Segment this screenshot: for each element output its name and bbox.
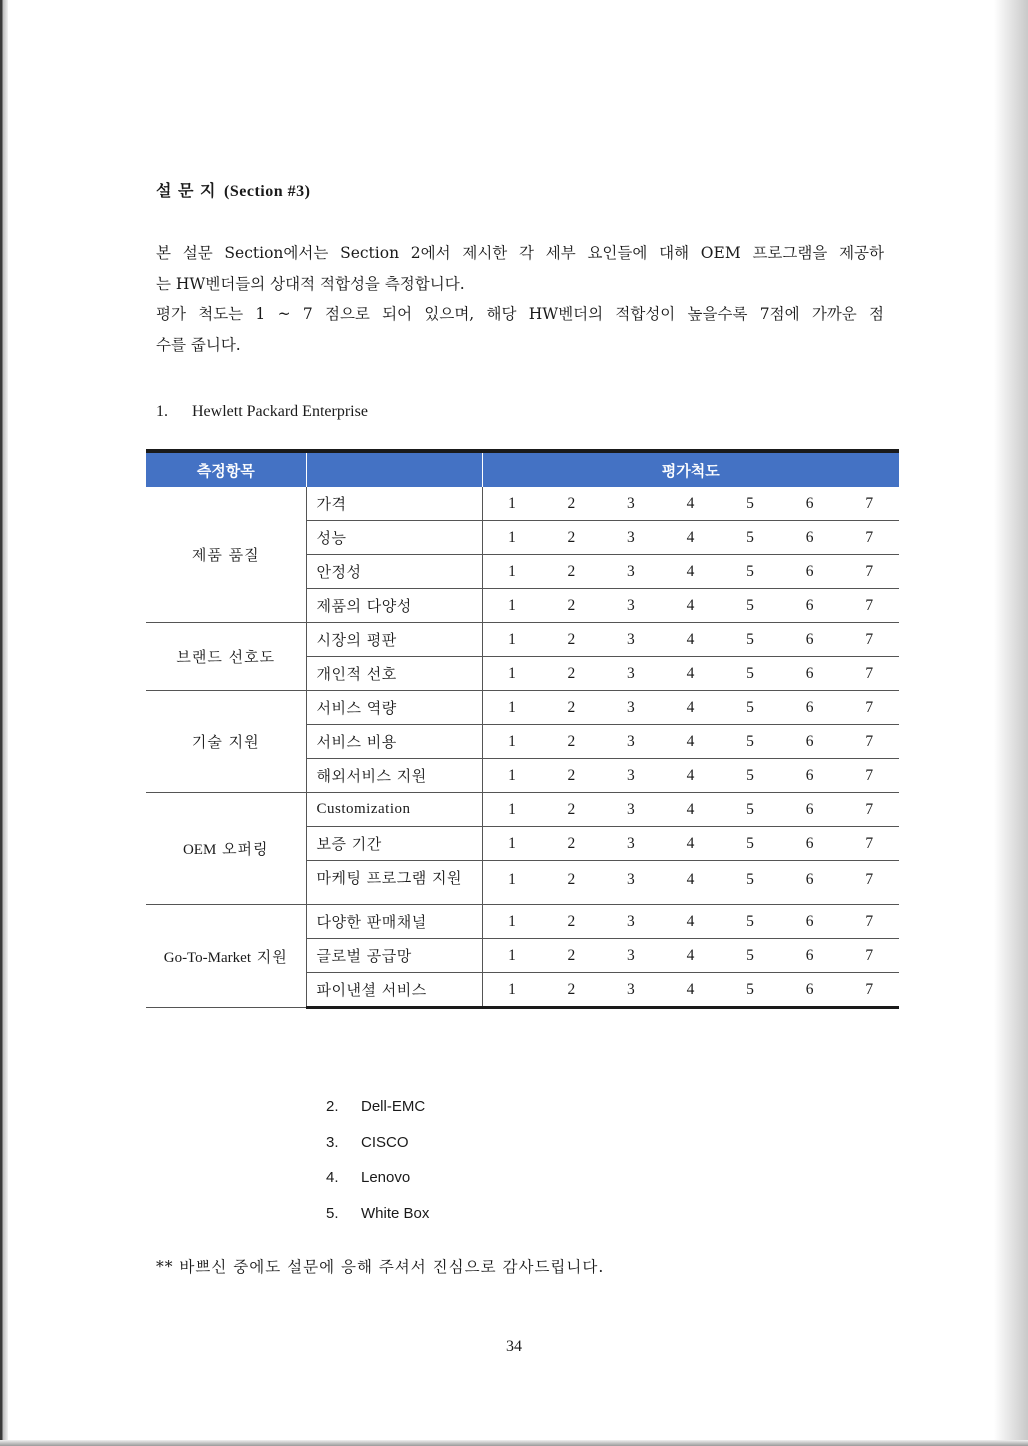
category-cell: [146, 793, 306, 905]
section-title-main: 설 문 지: [156, 181, 217, 200]
page-frame-bottom: [0, 1440, 1028, 1446]
scale-option-7[interactable]: 7: [839, 793, 899, 827]
category-cell: 브랜드 선호도: [146, 623, 306, 691]
rating-table: [146, 449, 899, 1009]
scale-option-3[interactable]: 3: [601, 973, 661, 1008]
table-row: [146, 905, 899, 939]
scale-option-7[interactable]: 7: [839, 861, 899, 905]
scale-option-1[interactable]: 1: [482, 905, 542, 939]
category-label-latin: OEM: [182, 842, 217, 858]
scale-option-2[interactable]: 2: [542, 589, 602, 623]
category-label-korean: 지원: [251, 947, 288, 966]
intro-line: 평가 척도는 1 ~ 7 점으로 되어 있으며, 해당 HW벤더의 적합성이 높을수록 7점에 가까운 점: [156, 305, 884, 323]
scale-option-6[interactable]: 6: [780, 827, 840, 861]
scale-option-4[interactable]: 4: [661, 939, 721, 973]
scale-option-4[interactable]: 4: [661, 657, 721, 691]
thank-you-note: ** 바쁘신 중에도 설문에 응해 주셔서 진심으로 감사드립니다.: [156, 1258, 605, 1276]
scale-option-5[interactable]: 5: [720, 691, 780, 725]
scale-option-5[interactable]: 5: [720, 861, 780, 905]
scale-option-1[interactable]: 1: [482, 487, 542, 521]
scale-option-3[interactable]: 3: [601, 827, 661, 861]
scale-option-6[interactable]: 6: [780, 487, 840, 521]
scale-option-5[interactable]: 5: [720, 759, 780, 793]
scale-option-4[interactable]: 4: [661, 827, 721, 861]
scale-option-2[interactable]: 2: [542, 939, 602, 973]
intro-paragraph: [156, 238, 884, 360]
header-item: [306, 451, 482, 487]
scale-option-4[interactable]: 4: [661, 589, 721, 623]
scale-option-3[interactable]: 3: [601, 589, 661, 623]
list-item: [326, 1098, 429, 1134]
table-row: [146, 487, 899, 521]
item-cell: 가격: [306, 487, 482, 521]
table-header-row: [146, 451, 899, 487]
header-category: 측정항목: [146, 451, 306, 487]
scale-option-3[interactable]: 3: [601, 487, 661, 521]
scale-option-2[interactable]: 2: [542, 623, 602, 657]
item-cell: 제품의 다양성: [306, 589, 482, 623]
scale-option-7[interactable]: 7: [839, 487, 899, 521]
vendor-heading: [156, 403, 368, 421]
scale-option-5[interactable]: 5: [720, 487, 780, 521]
section-title-sub: (Section #3): [224, 183, 311, 200]
scale-option-7[interactable]: 7: [839, 623, 899, 657]
scale-option-6[interactable]: 6: [780, 657, 840, 691]
scale-option-4[interactable]: 4: [661, 973, 721, 1008]
scale-option-3[interactable]: 3: [601, 905, 661, 939]
list-label: Lenovo: [361, 1169, 411, 1186]
scale-option-1[interactable]: 1: [482, 691, 542, 725]
scale-option-5[interactable]: 5: [720, 973, 780, 1008]
scale-option-7[interactable]: 7: [839, 657, 899, 691]
list-item: [326, 1134, 429, 1170]
scale-option-2[interactable]: 2: [542, 691, 602, 725]
item-cell: 시장의 평판: [306, 623, 482, 657]
scale-option-1[interactable]: 1: [482, 793, 542, 827]
scale-option-5[interactable]: 5: [720, 657, 780, 691]
scale-option-7[interactable]: 7: [839, 589, 899, 623]
scale-option-4[interactable]: 4: [661, 759, 721, 793]
item-cell: 개인적 선호: [306, 657, 482, 691]
scale-option-6[interactable]: 6: [780, 759, 840, 793]
scale-option-2[interactable]: 2: [542, 793, 602, 827]
list-number: 5.: [326, 1204, 339, 1222]
scale-option-2[interactable]: 2: [542, 861, 602, 905]
category-label-korean: 오퍼링: [216, 840, 269, 858]
scale-option-2[interactable]: 2: [542, 487, 602, 521]
vendor-name: Hewlett Packard Enterprise: [192, 403, 368, 420]
scale-option-3[interactable]: 3: [601, 555, 661, 589]
scale-option-7[interactable]: 7: [839, 555, 899, 589]
scale-option-4[interactable]: 4: [661, 521, 721, 555]
scale-option-2[interactable]: 2: [542, 521, 602, 555]
scale-option-6[interactable]: 6: [780, 555, 840, 589]
scale-option-6[interactable]: 6: [780, 521, 840, 555]
scale-option-5[interactable]: 5: [720, 623, 780, 657]
table-row: [146, 691, 899, 725]
scale-option-2[interactable]: 2: [542, 905, 602, 939]
scale-option-5[interactable]: 5: [720, 905, 780, 939]
scale-option-5[interactable]: 5: [720, 939, 780, 973]
list-item: [326, 1205, 429, 1241]
item-cell: 파이낸셜 서비스: [306, 973, 482, 1008]
item-cell: Customization: [306, 793, 482, 827]
category-label-latin: Go-To-Market: [163, 949, 251, 966]
scale-option-3[interactable]: 3: [601, 725, 661, 759]
scale-option-1[interactable]: 1: [482, 623, 542, 657]
list-label: CISCO: [361, 1133, 409, 1151]
list-item: [326, 1169, 429, 1205]
list-number: 2.: [326, 1098, 339, 1115]
scale-option-5[interactable]: 5: [720, 521, 780, 555]
item-cell: 해외서비스 지원: [306, 759, 482, 793]
table-row: [146, 623, 899, 657]
item-cell: 서비스 비용: [306, 725, 482, 759]
scale-option-4[interactable]: 4: [661, 725, 721, 759]
scale-option-7[interactable]: 7: [839, 725, 899, 759]
scale-option-3[interactable]: 3: [601, 521, 661, 555]
scale-option-3[interactable]: 3: [601, 861, 661, 905]
item-cell: 글로벌 공급망: [306, 939, 482, 973]
scale-option-4[interactable]: 4: [661, 691, 721, 725]
scale-option-2[interactable]: 2: [542, 555, 602, 589]
list-label: Dell-EMC: [361, 1098, 426, 1115]
scale-option-2[interactable]: 2: [542, 827, 602, 861]
scale-option-7[interactable]: 7: [839, 521, 899, 555]
scale-option-5[interactable]: 5: [720, 793, 780, 827]
list-label: White Box: [361, 1204, 430, 1222]
scale-option-6[interactable]: 6: [780, 861, 840, 905]
intro-line: 본 설문 Section에서는 Section 2에서 제시한 각 세부 요인들에 대해 OEM 프로그램을 제공하: [156, 244, 884, 262]
table-row: [146, 793, 899, 827]
scale-option-7[interactable]: 7: [839, 905, 899, 939]
list-number: 3.: [326, 1133, 339, 1151]
table-body: [146, 487, 899, 1008]
scale-option-3[interactable]: 3: [601, 691, 661, 725]
scale-option-5[interactable]: 5: [720, 555, 780, 589]
intro-line: 수를 줍니다.: [156, 335, 241, 354]
scale-option-7[interactable]: 7: [839, 939, 899, 973]
scale-option-1[interactable]: 1: [482, 827, 542, 861]
scale-option-7[interactable]: 7: [839, 973, 899, 1008]
scale-option-6[interactable]: 6: [780, 623, 840, 657]
scale-option-5[interactable]: 5: [720, 589, 780, 623]
scale-option-4[interactable]: 4: [661, 905, 721, 939]
scale-option-6[interactable]: 6: [780, 973, 840, 1008]
item-cell: 안정성: [306, 555, 482, 589]
scale-option-1[interactable]: 1: [482, 521, 542, 555]
scale-option-6[interactable]: 6: [780, 589, 840, 623]
scale-option-1[interactable]: 1: [482, 657, 542, 691]
other-vendors-list: [326, 1098, 429, 1240]
scale-option-5[interactable]: 5: [720, 725, 780, 759]
scale-option-4[interactable]: 4: [661, 555, 721, 589]
scale-option-7[interactable]: 7: [839, 827, 899, 861]
item-cell: 마케팅 프로그램 지원: [306, 861, 482, 905]
scale-option-4[interactable]: 4: [661, 861, 721, 905]
scale-option-3[interactable]: 3: [601, 623, 661, 657]
scale-option-6[interactable]: 6: [780, 793, 840, 827]
item-cell: 서비스 역량: [306, 691, 482, 725]
scale-option-6[interactable]: 6: [780, 691, 840, 725]
vendor-number: 1.: [156, 403, 168, 420]
scale-option-4[interactable]: 4: [661, 487, 721, 521]
intro-line: 는 HW벤더들의 상대적 적합성을 측정합니다.: [156, 274, 465, 293]
page-frame-left: [0, 0, 8, 1446]
scale-option-1[interactable]: 1: [482, 725, 542, 759]
header-scale: 평가척도: [482, 451, 899, 487]
page-number: 34: [506, 1338, 522, 1355]
scale-option-2[interactable]: 2: [542, 759, 602, 793]
scale-option-1[interactable]: 1: [482, 759, 542, 793]
item-cell: 성능: [306, 521, 482, 555]
list-number: 4.: [326, 1169, 339, 1186]
scale-option-5[interactable]: 5: [720, 827, 780, 861]
scale-option-3[interactable]: 3: [601, 793, 661, 827]
item-cell: 보증 기간: [306, 827, 482, 861]
scale-option-6[interactable]: 6: [780, 939, 840, 973]
scale-option-3[interactable]: 3: [601, 759, 661, 793]
category-cell: 기술 지원: [146, 691, 306, 793]
scale-option-4[interactable]: 4: [661, 623, 721, 657]
scale-option-2[interactable]: 2: [542, 657, 602, 691]
scale-option-3[interactable]: 3: [601, 657, 661, 691]
scale-option-1[interactable]: 1: [482, 973, 542, 1008]
scale-option-4[interactable]: 4: [661, 793, 721, 827]
category-cell: [146, 905, 306, 1008]
scale-option-7[interactable]: 7: [839, 691, 899, 725]
scale-option-2[interactable]: 2: [542, 973, 602, 1008]
scale-option-2[interactable]: 2: [542, 725, 602, 759]
item-cell: 다양한 판매채널: [306, 905, 482, 939]
scale-option-1[interactable]: 1: [482, 939, 542, 973]
category-cell: 제품 품질: [146, 487, 306, 623]
scale-option-1[interactable]: 1: [482, 589, 542, 623]
page-frame-right-shadow: [994, 0, 1028, 1446]
scale-option-1[interactable]: 1: [482, 861, 542, 905]
scale-option-6[interactable]: 6: [780, 905, 840, 939]
scale-option-1[interactable]: 1: [482, 555, 542, 589]
scale-option-7[interactable]: 7: [839, 759, 899, 793]
scale-option-3[interactable]: 3: [601, 939, 661, 973]
section-title: [156, 178, 310, 201]
scale-option-6[interactable]: 6: [780, 725, 840, 759]
